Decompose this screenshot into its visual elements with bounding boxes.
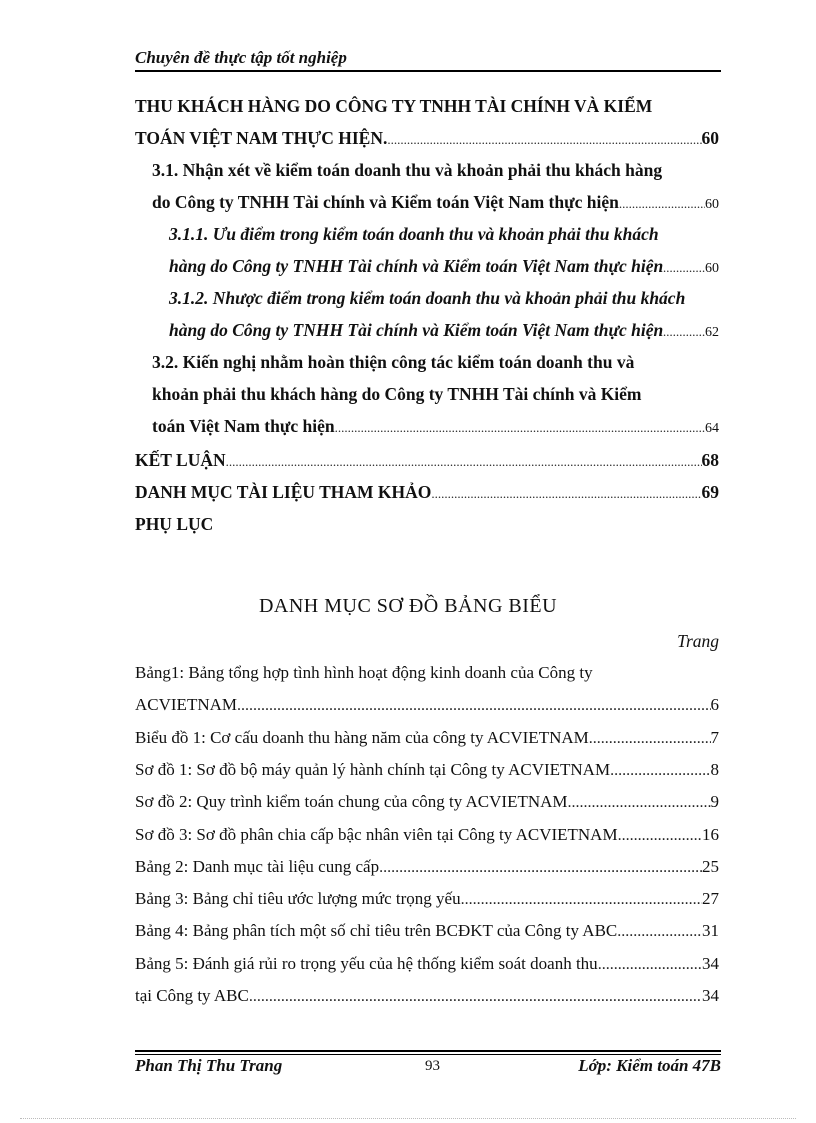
toc-ch3-line2: TOÁN VIỆT NAM THỰC HIỆN. [135,128,388,148]
figure-item-text: Bảng 3: Bảng chỉ tiêu ước lượng mức trọng yếu [135,889,461,908]
figure-item [135,954,719,974]
toc-ketluan: KẾT LUẬN [135,450,226,470]
figure-item-text: Sơ đồ 3: Sơ đồ phân chia cấp bậc nhân viên tại Công ty ACVIETNAM [135,825,618,844]
leader-dots [589,730,711,748]
toc-312-line2: hàng do Công ty TNHH Tài chính và Kiểm toán Việt Nam thực hiện [169,320,664,340]
page-edge [20,1118,796,1119]
footer-rule [135,1054,721,1055]
figure-item-page: 8 [710,760,719,779]
leader-dots [431,486,701,502]
figure-item-line2: ACVIETNAM [135,695,237,714]
toc-311-line2: hàng do Công ty TNHH Tài chính và Kiểm toán Việt Nam thực hiện [169,256,664,276]
toc-32-entry [152,416,719,437]
toc-ch3-entry [135,128,719,149]
figure-item [135,889,719,909]
figure-item [135,792,719,812]
leader-dots [663,324,705,340]
figure-item-page: 16 [702,825,719,844]
figure-item-text: Biểu đồ 1: Cơ cấu doanh thu hàng năm của công ty ACVIETNAM [135,728,589,747]
leader-dots [335,420,705,436]
toc-31-line1: 3.1. Nhận xét về kiểm toán doanh thu và khoản phải thu khách hàng [152,160,663,180]
toc-32-line2: khoản phải thu khách hàng do Công ty TNHH Tài chính và Kiểm [152,384,642,404]
figure-item-text: Bảng 4: Bảng phân tích một số chỉ tiêu trên BCĐKT của Công ty ABC [135,921,618,940]
toc-311-entry [169,256,719,277]
figure-item [135,695,719,715]
toc-danhmuc-page: 69 [701,482,719,502]
toc-31-entry [152,192,719,213]
toc-311-line1: 3.1.1. Ưu điểm trong kiểm toán doanh thu và khoản phải thu khách [169,224,659,244]
toc-phuluc: PHỤ LỤC [135,514,214,534]
figure-item-page: 34 [702,954,719,973]
footer-page-number: 93 [425,1058,440,1074]
figure-item-text: Sơ đồ 1: Sơ đồ bộ máy quản lý hành chính tại Công ty ACVIETNAM [135,760,611,779]
figure-item-text: Sơ đồ 2: Quy trình kiểm toán chung của công ty ACVIETNAM [135,792,568,811]
toc-ch3-page: 60 [701,128,719,148]
figure-item-page: 9 [710,792,719,811]
toc-32-line3: toán Việt Nam thực hiện [152,416,335,436]
toc-32-line1: 3.2. Kiến nghị nhằm hoàn thiện công tác kiểm toán doanh thu và [152,352,635,372]
toc-311-page: 60 [705,261,719,276]
toc-31-line2: do Công ty TNHH Tài chính và Kiểm toán Việt Nam thực hiện [152,192,619,212]
footer-author: Phan Thị Thu Trang [135,1056,283,1075]
figure-item-line1: Bảng1: Bảng tổng hợp tình hình hoạt động kinh doanh của Công ty [135,663,593,682]
figure-item-page: 6 [710,695,719,714]
leader-dots [618,827,702,845]
leader-dots [226,454,702,470]
toc-31-page: 60 [705,197,719,212]
leader-dots [237,697,711,715]
leader-dots [249,988,702,1006]
figure-item [135,921,719,941]
figure-item [135,857,719,877]
footer-class: Lớp: Kiểm toán 47B [578,1056,721,1075]
figure-item [135,986,719,1006]
toc-ch3-line1: THU KHÁCH HÀNG DO CÔNG TY TNHH TÀI CHÍNH VÀ KIỂM [135,96,653,116]
toc-danhmuc: DANH MỤC TÀI LIỆU THAM KHẢO [135,482,432,502]
toc-312-page: 62 [705,325,719,340]
leader-dots [461,891,702,909]
figure-item-page: 25 [702,857,719,876]
figure-item [135,728,719,748]
toc-312-line1: 3.1.2. Nhược điểm trong kiểm toán doanh thu và khoản phải thu khách [169,288,686,308]
leader-dots [610,762,710,780]
figures-page-column-label: Trang [677,631,719,651]
page-footer [135,1056,721,1080]
figure-item-text: tại Công ty ABC [135,986,249,1005]
toc-ketluan-page: 68 [701,450,719,470]
figure-item-text: Bảng 2: Danh mục tài liệu cung cấp [135,857,380,876]
leader-dots [619,196,705,212]
figure-item-text: Bảng 5: Đánh giá rủi ro trọng yếu của hệ thống kiểm soát doanh thu [135,954,598,973]
leader-dots [387,132,701,148]
figure-item [135,825,719,845]
footer-rule [135,1050,721,1052]
toc-danhmuc-entry [135,482,719,503]
figure-item-page: 27 [702,889,719,908]
toc-32-page: 64 [705,421,719,436]
leader-dots [379,859,702,877]
toc-312-entry [169,320,719,341]
header-title: Chuyên đề thực tập tốt nghiệp [135,48,347,67]
figures-list-title: DANH MỤC SƠ ĐỒ BẢNG BIỂU [258,595,558,617]
leader-dots [598,956,702,974]
leader-dots [663,260,705,276]
leader-dots [617,923,702,941]
toc-ketluan-entry [135,450,719,471]
leader-dots [568,794,711,812]
page-header [135,48,721,72]
figure-item-page: 31 [702,921,719,940]
figure-item-page: 34 [702,986,719,1005]
figure-item-page: 7 [710,728,719,747]
figure-item [135,760,719,780]
